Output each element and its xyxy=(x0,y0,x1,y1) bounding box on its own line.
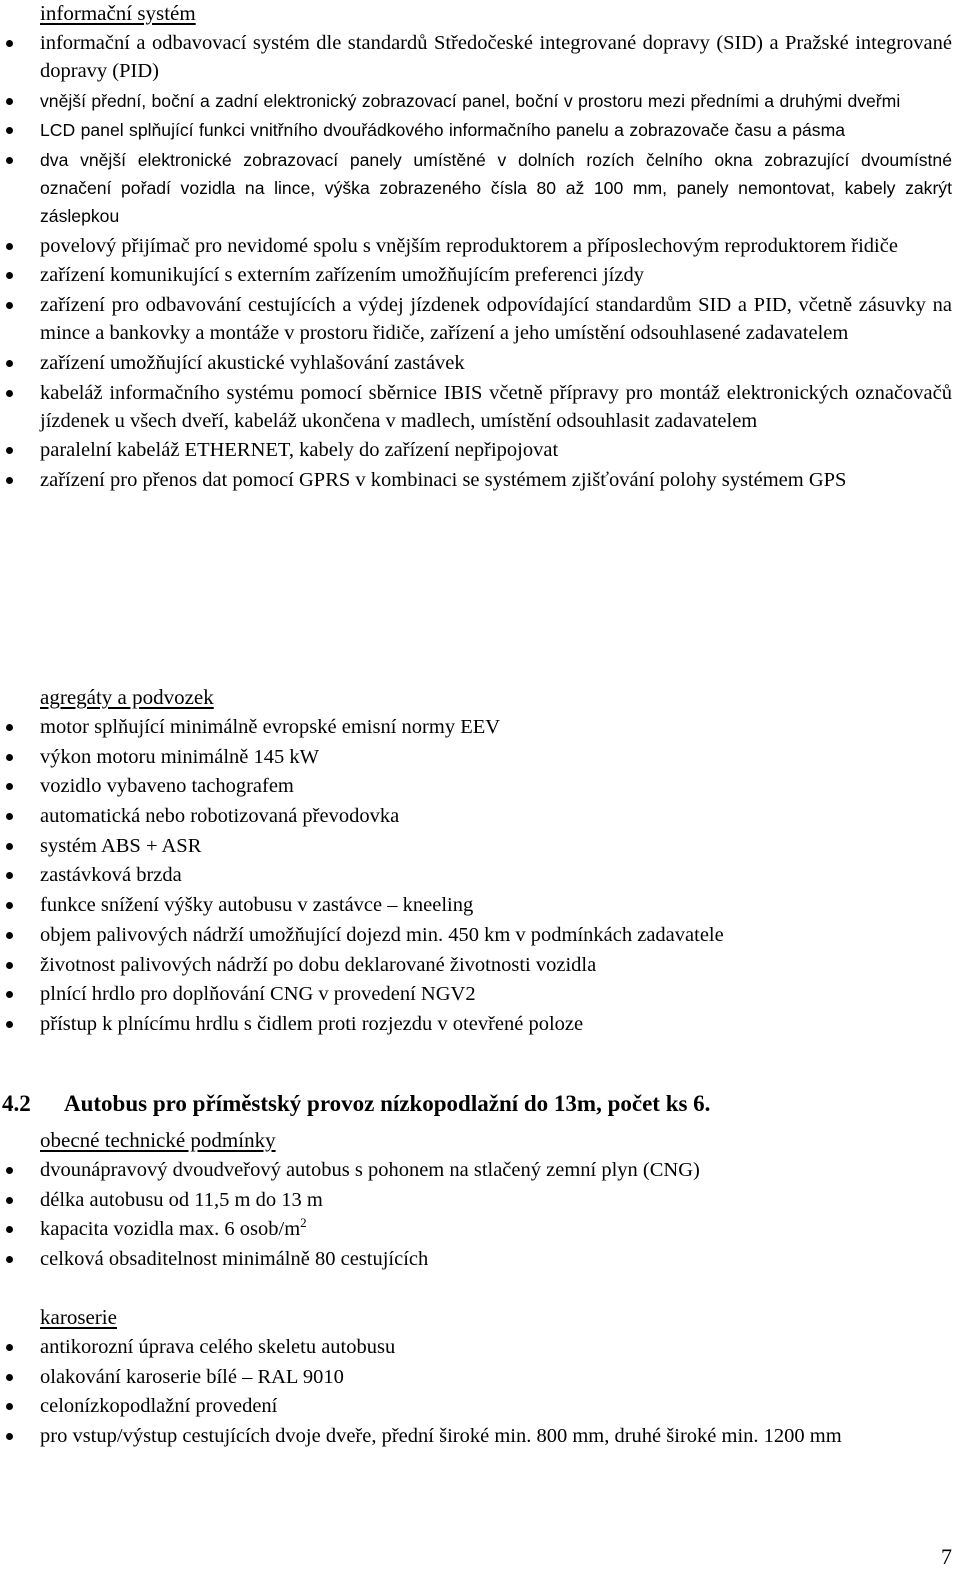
list-item: systém ABS + ASR xyxy=(0,832,952,860)
list-item: motor splňující minimálně evropské emisní normy EEV xyxy=(0,713,952,741)
list-item: zařízení pro odbavování cestujících a výdej jízdenek odpovídající standardům SID a PID, včetně zásuvky na mince a bankovky a montáže v prostoru řidiče, zařízení a jeho umístění odsouhlasené zadavatelem xyxy=(0,291,952,347)
list-item: olakování karoserie bílé – RAL 9010 xyxy=(0,1363,952,1391)
list-item: výkon motoru minimálně 145 kW xyxy=(0,743,952,771)
list-item: zařízení pro přenos dat pomocí GPRS v kombinaci se systémem zjišťování polohy systémem GPS xyxy=(0,466,952,494)
list-item: zastávková brzda xyxy=(0,861,952,889)
chapter-heading xyxy=(2,1090,710,1118)
list-item: zařízení komunikující s externím zařízením umožňujícím preferenci jízdy xyxy=(0,261,952,289)
list-item: informační a odbavovací systém dle standardů Středočeské integrované dopravy (SID) a Pražské integrované dopravy (PID) xyxy=(0,29,952,85)
list-item: vnější přední, boční a zadní elektronický zobrazovací panel, boční v prostoru mezi předními a druhými dveřmi xyxy=(0,87,952,115)
section-heading-obecne-technicke-podminky: obecné technické podmínky xyxy=(40,1128,276,1152)
section-heading-informacni-system: informační systém xyxy=(40,1,196,25)
list-item: dvounápravový dvoudveřový autobus s pohonem na stlačený zemní plyn (CNG) xyxy=(0,1156,952,1184)
list-obecne-technicke-podminky xyxy=(0,1156,952,1275)
list-item: vozidlo vybaveno tachografem xyxy=(0,772,952,800)
list-item: pro vstup/výstup cestujících dvoje dveře, přední široké min. 800 mm, druhé široké min. 1200 mm xyxy=(0,1422,952,1450)
list-item xyxy=(0,1215,952,1243)
list-item: LCD panel splňující funkci vnitřního dvouřádkového informačního panelu a zobrazovače času a pásma xyxy=(0,116,952,144)
list-item: paralelní kabeláž ETHERNET, kabely do zařízení nepřipojovat xyxy=(0,436,952,464)
list-item: povelový přijímač pro nevidomé spolu s vnějším reproduktorem a příposlechovým reproduktorem řidiče xyxy=(0,232,952,260)
superscript: 2 xyxy=(300,1215,307,1231)
list-item-text: kapacita vozidla max. 6 osob/m xyxy=(40,1218,301,1241)
list-karoserie xyxy=(0,1333,952,1452)
chapter-number: 4.2 xyxy=(2,1091,31,1116)
list-item: délka autobusu od 11,5 m do 13 m xyxy=(0,1186,952,1214)
list-item: přístup k plnícímu hrdlu s čidlem proti rozjezdu v otevřené poloze xyxy=(0,1010,952,1038)
list-item: objem palivových nádrží umožňující dojezd min. 450 km v podmínkách zadavatele xyxy=(0,921,952,949)
section-heading-karoserie: karoserie xyxy=(40,1305,117,1329)
list-agregaty-a-podvozek xyxy=(0,713,952,1040)
list-item: celková obsaditelnost minimálně 80 cestujících xyxy=(0,1245,952,1273)
list-item: automatická nebo robotizovaná převodovka xyxy=(0,802,952,830)
chapter-title: Autobus pro příměstský provoz nízkopodlažní do 13m, počet ks 6. xyxy=(64,1091,711,1116)
list-item: kabeláž informačního systému pomocí sběrnice IBIS včetně přípravy pro montáž elektronických označovačů jízdenek u všech dveří, kabeláž ukončena v madlech, umístění odsouhlasit zadavatelem xyxy=(0,379,952,435)
section-heading-agregaty-a-podvozek: agregáty a podvozek xyxy=(40,685,214,709)
list-item: životnost palivových nádrží po dobu deklarované životnosti vozidla xyxy=(0,951,952,979)
page-number: 7 xyxy=(941,1544,952,1569)
list-item: dva vnější elektronické zobrazovací panely umístěné v dolních rozích čelního okna zobrazující dvoumístné označení pořadí vozidla na lince, výška zobrazeného čísla 80 až 100 mm, panely nemontovat, kabely zakrýt záslepkou xyxy=(0,146,952,230)
list-item: plnící hrdlo pro doplňování CNG v provedení NGV2 xyxy=(0,980,952,1008)
list-item: funkce snížení výšky autobusu v zastávce – kneeling xyxy=(0,891,952,919)
list-item: antikorozní úprava celého skeletu autobusu xyxy=(0,1333,952,1361)
list-item: zařízení umožňující akustické vyhlašování zastávek xyxy=(0,349,952,377)
list-informacni-system xyxy=(0,29,952,496)
list-item: celonízkopodlažní provedení xyxy=(0,1392,952,1420)
